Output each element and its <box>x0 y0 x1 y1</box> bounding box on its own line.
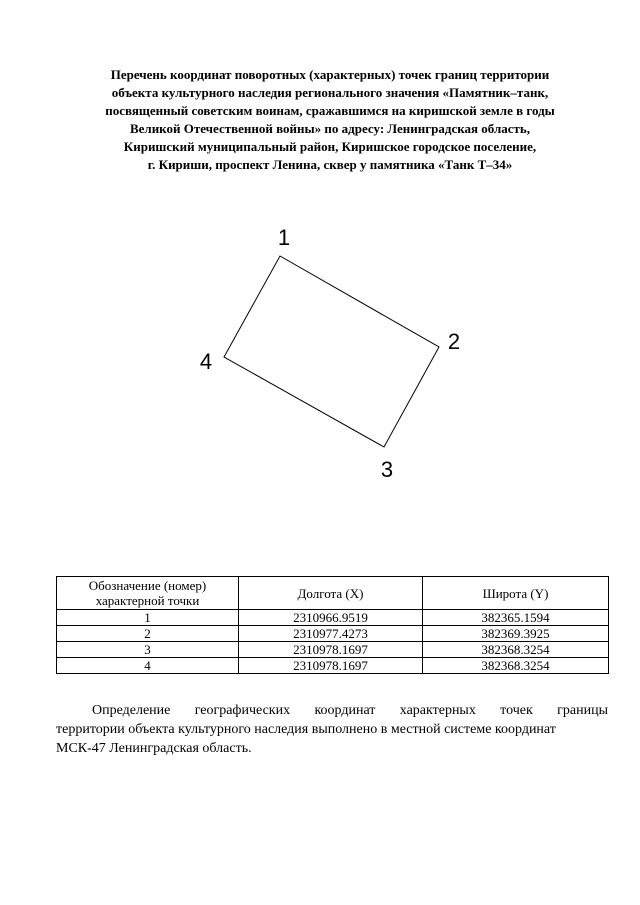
title-line: Киришский муниципальный район, Киришское городское поселение, <box>123 139 537 154</box>
title-line: Великой Отечественной войны» по адресу: Ленинградская область, <box>129 121 531 136</box>
cell-longitude: 2310977.4273 <box>239 626 423 642</box>
note-word: географических <box>194 703 291 718</box>
cell-point-number: 1 <box>57 610 239 626</box>
cell-latitude: 382365.1594 <box>423 610 609 626</box>
note-line-1 <box>56 701 608 720</box>
table-row <box>57 610 609 626</box>
note-word: координат <box>314 703 376 718</box>
table-header-row <box>57 577 609 610</box>
note-line-3: МСК-47 Ленинградская область. <box>56 741 252 756</box>
table-row <box>57 658 609 674</box>
table-row <box>57 642 609 658</box>
cell-point-number: 3 <box>57 642 239 658</box>
title-line: посвященный советским воинам, сражавшимся на киришской земле в годы <box>105 103 555 118</box>
coordinates-table <box>56 576 609 674</box>
point-label-1: 1 <box>277 225 291 250</box>
boundary-polygon <box>224 256 439 447</box>
header-longitude: Долгота (X) <box>239 577 423 610</box>
point-label-2: 2 <box>447 329 461 354</box>
header-point-number: Обозначение (номер) характерной точки <box>57 577 239 610</box>
cell-longitude: 2310966.9519 <box>239 610 423 626</box>
cell-point-number: 4 <box>57 658 239 674</box>
cell-latitude: 382369.3925 <box>423 626 609 642</box>
cell-latitude: 382368.3254 <box>423 642 609 658</box>
cell-longitude: 2310978.1697 <box>239 642 423 658</box>
point-label-3: 3 <box>380 457 394 482</box>
cell-latitude: 382368.3254 <box>423 658 609 674</box>
note-line-2: территории объекта культурного наследия выполнено в местной системе координат <box>56 722 556 737</box>
coordinate-system-note <box>56 701 608 758</box>
note-word: характерных <box>399 703 476 718</box>
note-word: границы <box>557 703 608 718</box>
title-line: г. Кириши, проспект Ленина, сквер у памятника «Танк Т–34» <box>147 157 513 172</box>
note-word: Определение <box>92 703 171 718</box>
cell-longitude: 2310978.1697 <box>239 658 423 674</box>
title-line: Перечень координат поворотных (характерных) точек границ территории <box>110 67 550 82</box>
cell-point-number: 2 <box>57 626 239 642</box>
table-row <box>57 626 609 642</box>
point-label-4: 4 <box>199 349 213 374</box>
title-line: объекта культурного наследия регионального значения «Памятник–танк, <box>111 85 549 100</box>
note-word: точек <box>500 703 533 718</box>
header-latitude: Широта (Y) <box>423 577 609 610</box>
